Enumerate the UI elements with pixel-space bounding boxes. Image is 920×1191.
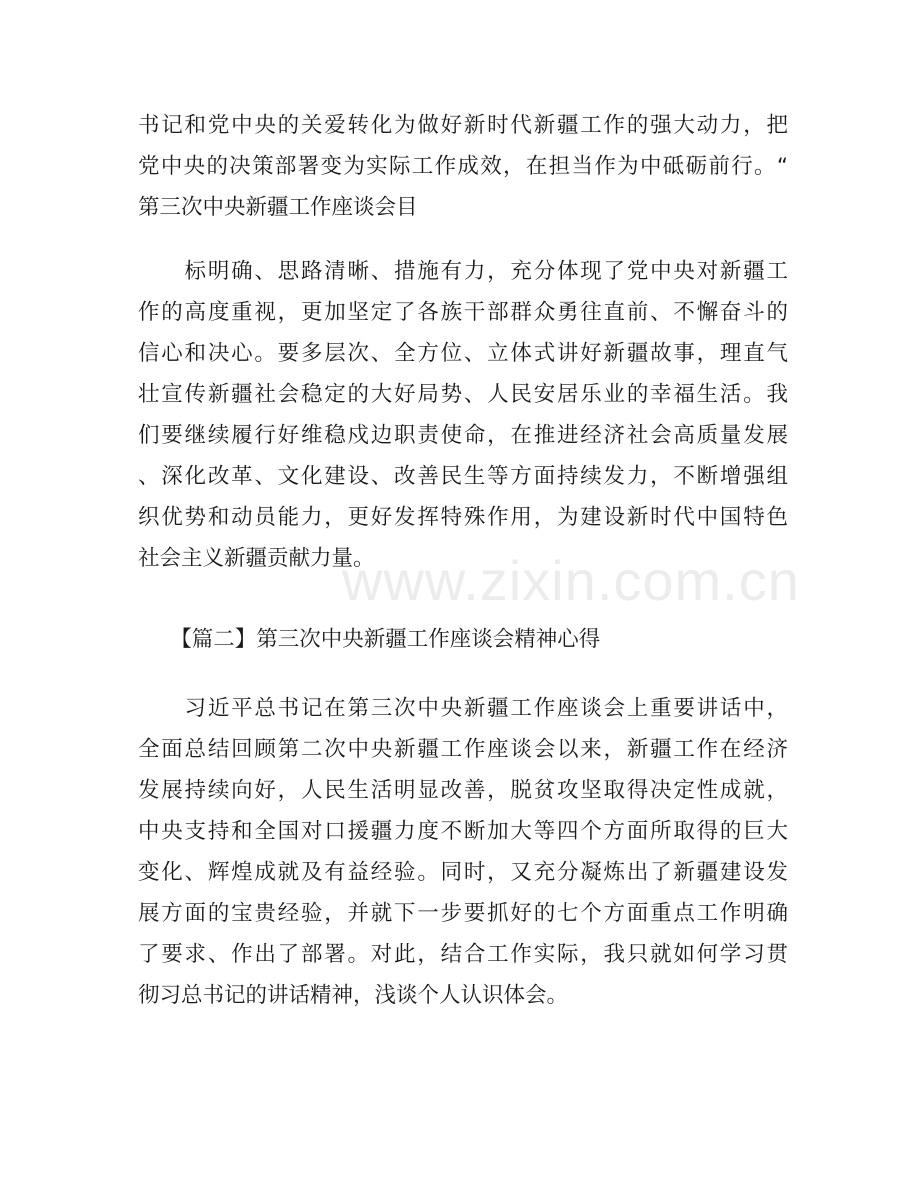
text-line: 展方面的宝贵经验，并就下一步要抓好的七个方面重点工作明确 — [138, 901, 788, 926]
text-line: 社会主义新疆贡献力量。 — [138, 546, 375, 571]
text-line: 、深化改革、文化建设、改善民生等方面持续发力，不断增强组 — [138, 464, 788, 489]
text-line: 信心和决心。要多层次、全方位、立体式讲好新疆故事，理直气 — [138, 341, 788, 366]
text-line: 习近平总书记在第三次中央新疆工作座谈会上重要讲话中， — [138, 696, 788, 721]
text-line: 壮宣传新疆社会稳定的大好局势、人民安居乐业的幸福生活。我 — [138, 382, 788, 407]
text-line: 织优势和动员能力，更好发挥特殊作用，为建设新时代中国特色 — [138, 505, 788, 530]
text-line: 书记和党中央的关爱转化为做好新时代新疆工作的强大动力，把 — [138, 113, 788, 138]
text-line: 党中央的决策部署变为实际工作成效，在担当作为中砥砺前行。“ — [138, 154, 788, 179]
watermark: www.zixin.com.cn — [342, 549, 800, 612]
text-line: 标明确、思路清晰、措施有力，充分体现了党中央对新疆工 — [138, 259, 788, 284]
text-line: 变化、辉煌成就及有益经验。同时，又充分凝炼出了新疆建设发 — [138, 860, 788, 885]
text-line: 们要继续履行好维稳戍边职责使命，在推进经济社会高质量发展 — [138, 423, 788, 448]
text-line: 第三次中央新疆工作座谈会目 — [138, 195, 418, 220]
text-line: 了要求、作出了部署。对此，结合工作实际，我只就如何学习贯 — [138, 942, 788, 967]
text-line: 全面总结回顾第二次中央新疆工作座谈会以来，新疆工作在经济 — [138, 737, 788, 762]
section-heading: 【篇二】第三次中央新疆工作座谈会精神心得 — [138, 627, 601, 652]
text-line: 中央支持和全国对口援疆力度不断加大等四个方面所取得的巨大 — [138, 819, 788, 844]
text-line: 彻习总书记的讲话精神，浅谈个人认识体会。 — [138, 983, 569, 1008]
text-line: 发展持续向好，人民生活明显改善，脱贫攻坚取得决定性成就， — [138, 778, 788, 803]
text-line: 作的高度重视，更加坚定了各族干部群众勇往直前、不懈奋斗的 — [138, 300, 788, 325]
